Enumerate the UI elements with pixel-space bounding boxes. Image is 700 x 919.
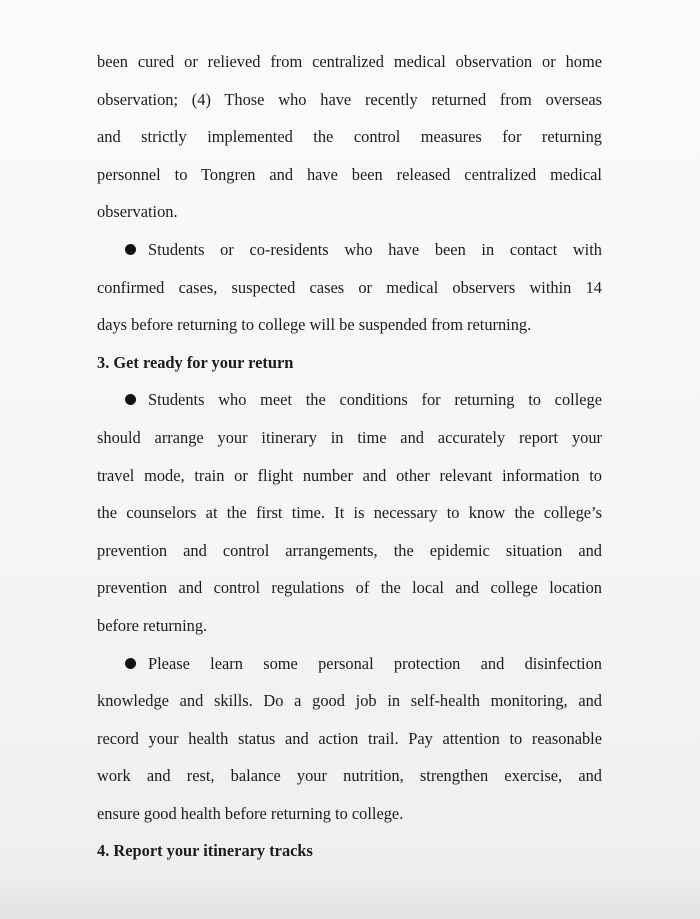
paragraph-continuation (97, 43, 602, 231)
text-line: and strictly implemented the control measures for returning (97, 127, 602, 147)
text-line: the counselors at the first time. It is necessary to know the college’s (97, 503, 602, 523)
text-line: before returning. (97, 615, 208, 635)
bullet-first-line (97, 645, 602, 683)
bullet-icon (125, 244, 136, 255)
text-line: observation; (4) Those who have recently returned from overseas (97, 89, 602, 109)
bullet-icon (125, 658, 136, 669)
text-line: been cured or relieved from centralized medical observation or home (97, 52, 602, 71)
text-line: should arrange your itinerary in time and accurately report your (97, 427, 602, 447)
text-line: Please learn some personal protection and disinfection (148, 653, 602, 673)
text-line: personnel to Tongren and have been released centralized medical (97, 164, 602, 184)
text-line: prevention and control arrangements, the epidemic situation and (97, 540, 602, 560)
section-heading-4: 4. Report your itinerary tracks (97, 841, 313, 861)
bullet-icon (125, 394, 136, 405)
bullet-first-line (97, 231, 602, 269)
text-line: travel mode, train or flight number and other relevant information to (97, 465, 602, 485)
text-line: record your health status and action trail. Pay attention to reasonable (97, 728, 602, 748)
text-line: confirmed cases, suspected cases or medical observers within 14 (97, 277, 602, 297)
text-line: Students who meet the conditions for returning to college (148, 390, 602, 410)
page-edge-shadow (0, 869, 700, 919)
bullet-first-line (97, 381, 602, 419)
bullet-contact-suspension (97, 231, 602, 344)
bullet-personal-protection (97, 645, 602, 833)
text-line: days before returning to college will be suspended from returning. (97, 315, 532, 335)
text-line: Students or co-residents who have been in contact with (148, 239, 602, 259)
text-line: prevention and control regulations of the local and college location (97, 578, 602, 598)
text-line: knowledge and skills. Do a good job in self-health monitoring, and (97, 691, 602, 711)
text-line: observation. (97, 202, 178, 222)
text-line: ensure good health before returning to college. (97, 803, 404, 823)
bullet-arrange-itinerary (97, 381, 602, 644)
section-heading-3: 3. Get ready for your return (97, 352, 294, 372)
text-line: work and rest, balance your nutrition, strengthen exercise, and (97, 766, 602, 786)
